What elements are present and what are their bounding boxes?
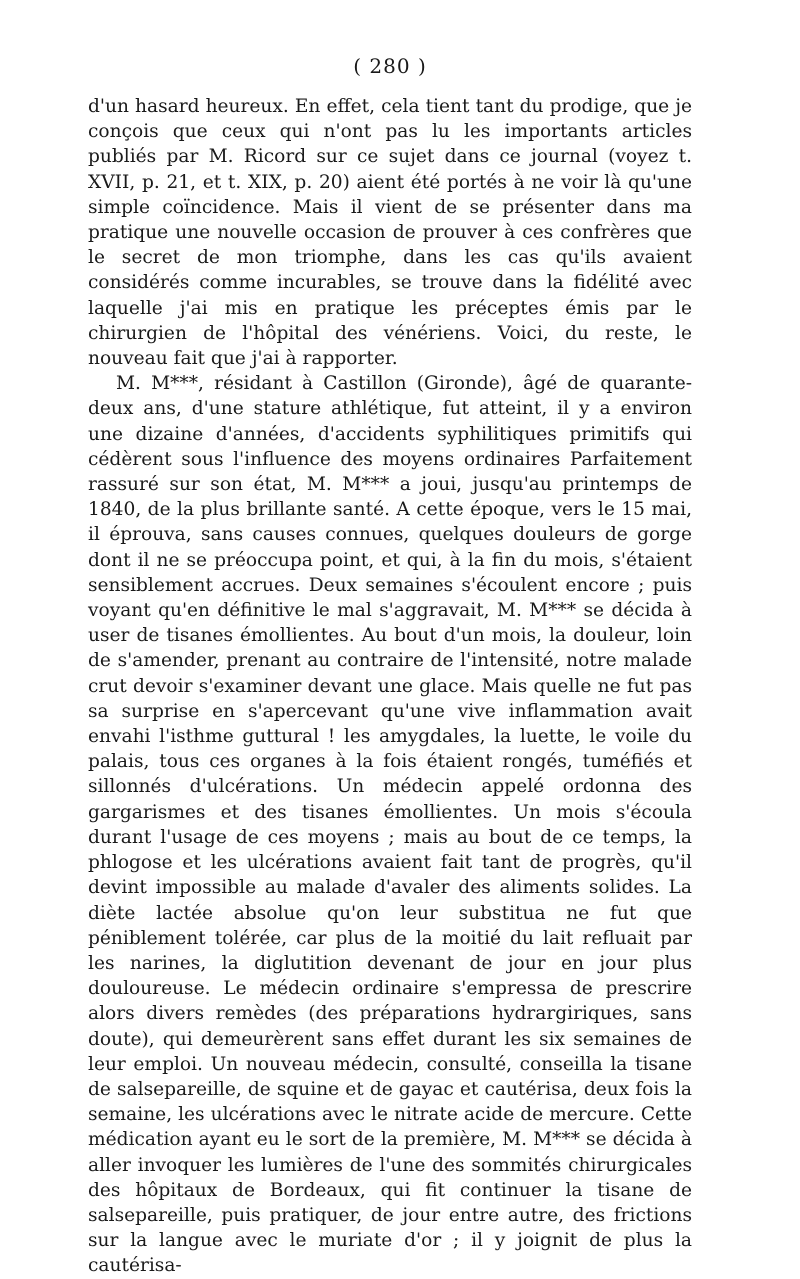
- page-number: ( 280 ): [353, 54, 427, 78]
- paragraph-continuation: d'un hasard heureux. En effet, cela tient tant du prodige, que je conçois que ceux qui n'ont pas lu les importants articles publiés par M. Ricord sur ce sujet dans ce journal (voyez t. XVII, p. 21, et t. XIX, p. 20) aient été portés à ne voir là qu'une simple coïncidence. Mais il vient de se présenter dans ma pratique une nouvelle occasion de prouver à ces confrères que le secret de mon triomphe, dans les cas qu'ils avaient considérés comme incurables, se trouve dans la fidélité avec laquelle j'ai mis en pratique les préceptes émis par le chirurgien de l'hôpital des vénériens. Voici, du reste, le nouveau fait que j'ai à rapporter.: [88, 96, 692, 370]
- paragraph-case-report: M. M***, résidant à Castillon (Gironde), âgé de quarante-deux ans, d'une stature athlétique, fut atteint, il y a environ une dizaine d'années, d'accidents syphilitiques primitifs qui cédèrent sous l'influence des moyens ordinaires Parfaitement rassuré sur son état, M. M*** a joui, jusqu'au printemps de 1840, de la plus brillante santé. A cette époque, vers le 15 mai, il éprouva, sans causes connues, quelques douleurs de gorge dont il ne se préoccupa point, et qui, à la fin du mois, s'étaient sensiblement accrues. Deux semaines s'écoulent encore ; puis voyant qu'en définitive le mal s'aggravait, M. M*** se décida à user de tisanes émollientes. Au bout d'un mois, la douleur, loin de s'amender, prenant au contraire de l'intensité, notre malade crut devoir s'examiner devant une glace. Mais quelle ne fut pas sa surprise en s'apercevant qu'une vive inflammation avait envahi l'isthme guttural ! les amygdales, la luette, le voile du palais, tous ces organes à la fois étaient rongés, tuméfiés et sillonnés d'ulcérations. Un médecin appelé ordonna des gargarismes et des tisanes émollientes. Un mois s'écoula durant l'usage de ces moyens ; mais au bout de ce temps, la phlogose et les ulcérations avaient fait tant de progrès, qu'il devint impossible au malade d'avaler des aliments solides. La diète lactée absolue qu'on leur substitua ne fut que péniblement tolérée, car plus de la moitié du lait refluait par les narines, la diglutition devenant de jour en jour plus douloureuse. Le médecin ordinaire s'empressa de prescrire alors divers remèdes (des préparations hydrargiriques, sans doute), qui demeurèrent sans effet durant les six semaines de leur emploi. Un nouveau médecin, consulté, conseilla la tisane de salsepareille, de squine et de gayac et cautérisa, deux fois la semaine, les ulcérations avec le nitrate acide de mercure. Cette médication ayant eu le sort de la première, M. M*** se décida à aller invoquer les lumières de l'une des sommités chirurgicales des hôpitaux de Bordeaux, qui fit continuer la tisane de salsepareille, puis pratiquer, de jour entre autre, des frictions sur la langue avec le muriate d'or ; il y joignit de plus la cautérisa-: [88, 373, 692, 1277]
- body-text: [88, 94, 692, 1279]
- book-page: [88, 56, 692, 1279]
